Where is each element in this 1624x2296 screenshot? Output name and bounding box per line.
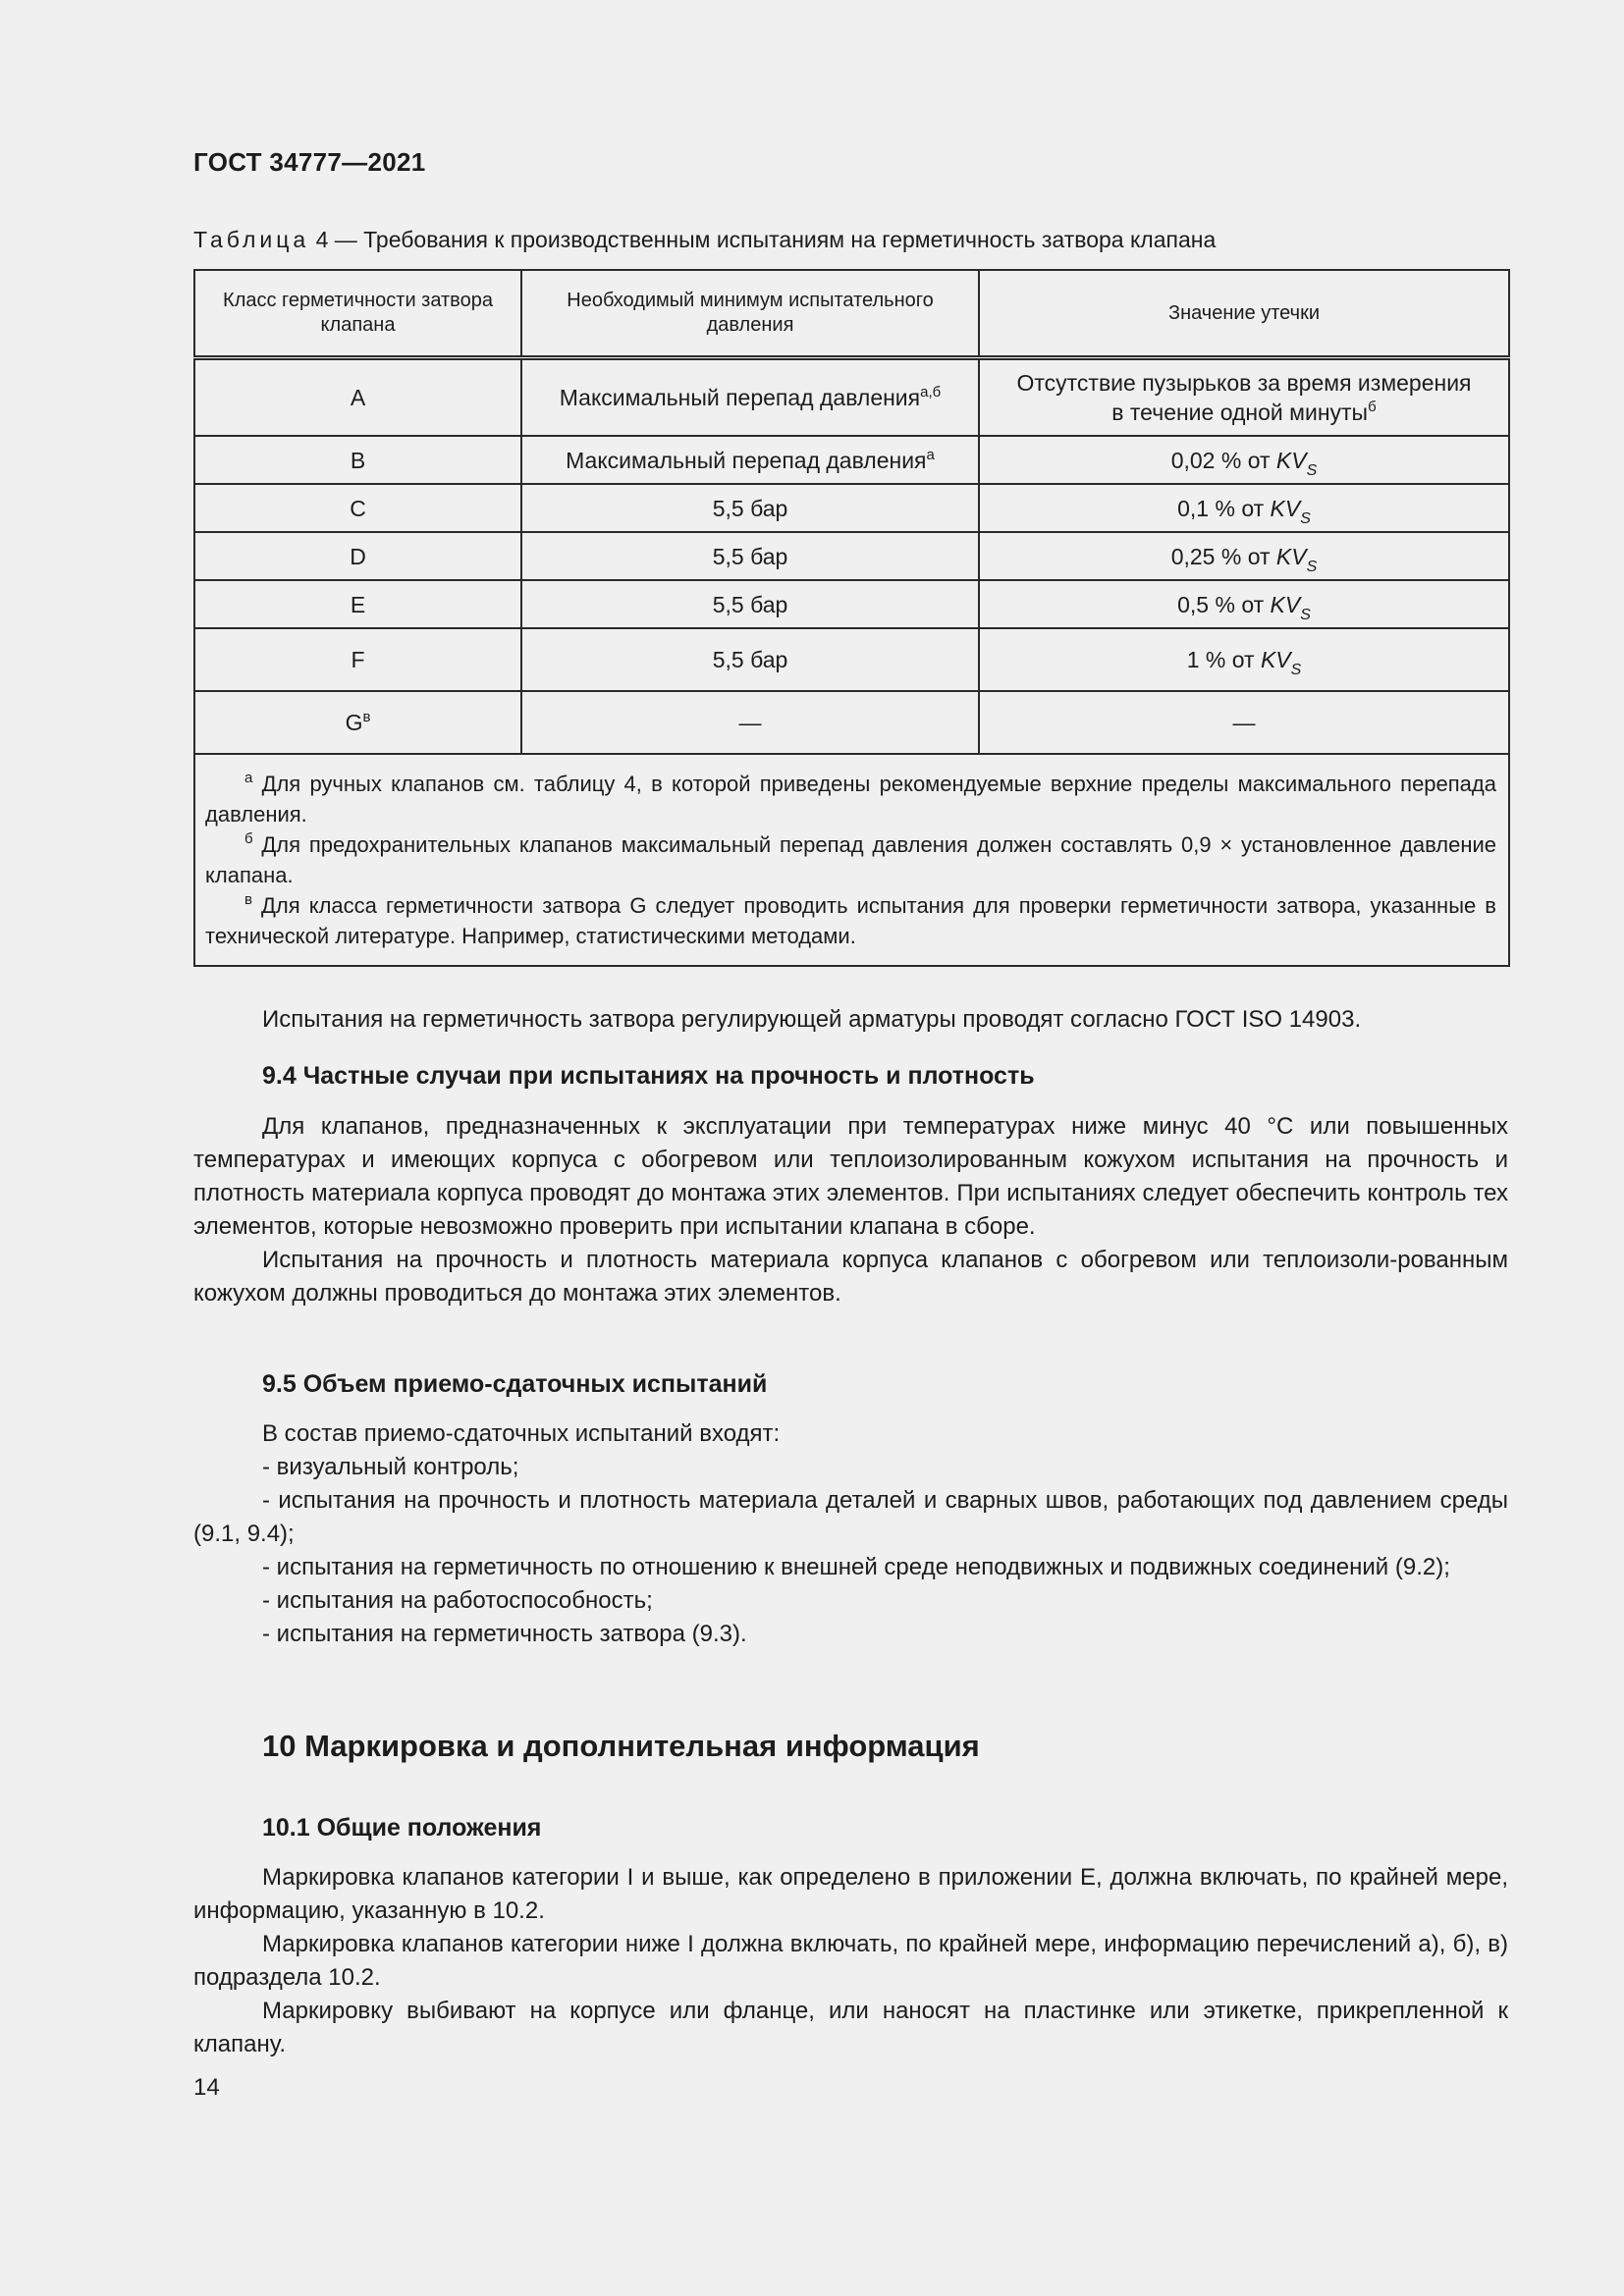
pressure-cell: Максимальный перепад давления$^а$: [521, 436, 979, 484]
list-item: - испытания на прочность и плотность материала деталей и сварных швов, работающих под давлением среды (9.1, 9.4);: [193, 1487, 1508, 1547]
section-10-heading: 10 Маркировка и дополнительная информация: [262, 1729, 980, 1763]
leak-cell: —: [979, 691, 1509, 754]
list-item: - испытания на работоспособность;: [262, 1587, 653, 1614]
paragraph: Маркировку выбивают на корпусе или фланце, или наносят на пластинке или этикетке, прикрепленной к клапану.: [193, 1998, 1508, 2057]
paragraph: Маркировка клапанов категории I и выше, как определено в приложении Е, должна включать, по крайней мере, информацию, указанную в 10.2.: [193, 1864, 1508, 1924]
leak-cell: 0,1 % от $KV_S$: [979, 484, 1509, 532]
leak-cell: 1 % от $KV_S$: [979, 628, 1509, 691]
table-notes: [194, 754, 1509, 966]
leak-cell: 0,02 % от $KV_S$: [979, 436, 1509, 484]
class-cell: F: [194, 628, 521, 691]
table-caption-label: Таблица: [193, 227, 310, 252]
table-caption: [193, 227, 1216, 253]
column-header: Класс герметичности затвора клапана: [194, 270, 521, 358]
table-row: [194, 358, 1509, 437]
table-footnote: $^а$ Для ручных клапанов см. таблицу 4, в которой приведены рекомендуемые верхние пределы максимального перепада давления.: [205, 770, 1496, 827]
class-cell: A: [194, 358, 521, 437]
section-10-1-heading: 10.1 Общие положения: [262, 1814, 542, 1842]
table-row: [194, 436, 1509, 484]
paragraph: В состав приемо-сдаточных испытаний входят:: [262, 1420, 781, 1447]
table-notes-row: [194, 754, 1509, 966]
page-number: 14: [193, 2074, 220, 2101]
table-footnote: $^в$ Для класса герметичности затвора G следует проводить испытания для проверки герметичности затвора, указанные в технической литературе. Например, статистическими методами.: [205, 891, 1496, 948]
pressure-cell: 5,5 бар: [521, 628, 979, 691]
paragraph: Испытания на герметичность затвора регулирующей арматуры проводят согласно ГОСТ ISO 14903.: [262, 1006, 1362, 1033]
table-footnote: $^б$ Для предохранительных клапанов максимальный перепад давления должен составлять 0,9 × установленное давление клапана.: [205, 830, 1496, 887]
paragraph: Маркировка клапанов категории ниже I должна включать, по крайней мере, информацию перечислений а), б), в) подраздела 10.2.: [193, 1931, 1508, 1991]
section-9-4-body: [193, 1110, 1508, 1310]
pressure-cell: 5,5 бар: [521, 484, 979, 532]
table-header-row: [194, 270, 1509, 358]
section-9-5-heading: 9.5 Объем приемо-сдаточных испытаний: [262, 1370, 768, 1398]
iso-paragraph: [193, 1003, 1508, 1037]
pressure-cell: 5,5 бар: [521, 532, 979, 580]
class-cell: $G^в$: [194, 691, 521, 754]
pressure-cell: 5,5 бар: [521, 580, 979, 628]
leak-cell: 0,5 % от $KV_S$: [979, 580, 1509, 628]
class-cell: D: [194, 532, 521, 580]
section-10-1-body: [193, 1861, 1508, 2061]
section-9-4-heading: 9.4 Частные случаи при испытаниях на прочность и плотность: [262, 1062, 1035, 1090]
list-item: - испытания на герметичность по отношению к внешней среде неподвижных и подвижных соединений (9.2);: [262, 1554, 1450, 1580]
column-header: Значение утечки: [979, 270, 1509, 358]
section-9-5-body: [193, 1417, 1508, 1651]
table-row: [194, 691, 1509, 754]
list-item: - визуальный контроль;: [262, 1454, 519, 1480]
table-row: [194, 628, 1509, 691]
leak-requirements-table: [193, 269, 1510, 967]
list-item: - испытания на герметичность затвора (9.3).: [262, 1621, 747, 1647]
paragraph: Для клапанов, предназначенных к эксплуатации при температурах ниже минус 40 °С или повышенных температурах и имеющих корпуса с обогревом или теплоизолированным кожухом испытания на прочность и плотность материала корпуса проводят до монтажа этих элементов. При испытаниях следует обеспечить контроль тех элементов, которые невозможно проверить при испытании клапана в сборе.: [193, 1113, 1508, 1240]
document-header: ГОСТ 34777—2021: [193, 147, 426, 177]
class-cell: B: [194, 436, 521, 484]
class-cell: C: [194, 484, 521, 532]
column-header: Необходимый минимум испытательного давления: [521, 270, 979, 358]
leak-cell: 0,25 % от $KV_S$: [979, 532, 1509, 580]
table-row: [194, 484, 1509, 532]
paragraph: Испытания на прочность и плотность материала корпуса клапанов с обогревом или теплоизоли-рованным кожухом должны проводиться до монтажа этих элементов.: [193, 1247, 1508, 1307]
table-caption-text: 4 — Требования к производственным испытаниям на герметичность затвора клапана: [309, 227, 1217, 252]
class-cell: E: [194, 580, 521, 628]
leak-cell: Отсутствие пузырьков за время измерения в течение одной минуты$^б$: [979, 358, 1509, 437]
pressure-cell: —: [521, 691, 979, 754]
table-row: [194, 532, 1509, 580]
table-row: [194, 580, 1509, 628]
pressure-cell: Максимальный перепад давления$^{а,б}$: [521, 358, 979, 437]
